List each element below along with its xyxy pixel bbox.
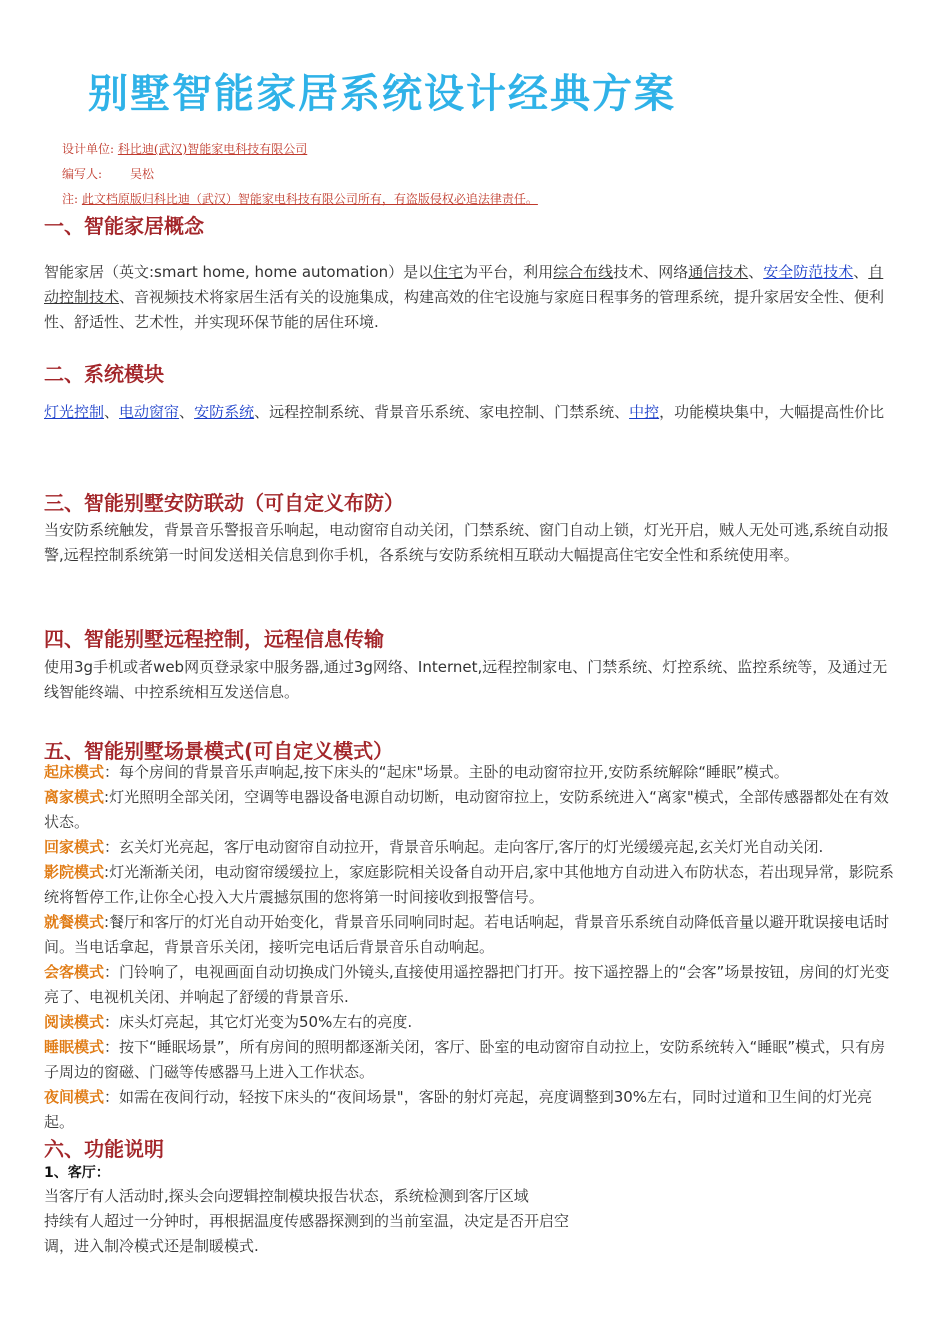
link-central-control[interactable]: 中控: [629, 403, 660, 421]
link-electric-curtain[interactable]: 电动窗帘: [119, 403, 180, 421]
link-automation-tech[interactable]: 自动控制技术: [44, 263, 884, 306]
link-lighting-control[interactable]: 灯光控制: [44, 403, 105, 421]
scene-mode-text: ：如需在夜间行动，轻按下床头的“夜间场景"，客卧的射灯亮起，亮度调整到30%左右，同时过道和卫生间的灯光亮起。: [44, 1088, 873, 1131]
text-span: 、: [853, 263, 869, 281]
section-2-heading: 二、系统模块: [44, 362, 164, 386]
scene-mode-text: :餐厅和客厅的灯光自动开始变化，背景音乐同响同时起。若电话响起，背景音乐系统自动降低音量以避开耽误接电话时间。当电话拿起，背景音乐关闭，接听完电话后背景音乐自动响起。: [44, 913, 890, 956]
section-5-heading: 五、智能别墅场景模式(可自定义模式）: [44, 739, 394, 763]
design-unit-line: [62, 140, 307, 157]
link-communication-tech[interactable]: 通信技术: [688, 263, 749, 281]
design-unit-value: 科比迪(武汉)智能家电科技有限公司: [117, 142, 308, 156]
scene-mode-list: [44, 760, 894, 1135]
author-label: 编写人:: [62, 167, 103, 181]
scene-mode-text: :灯光照明全部关闭，空调等电器设备电源自动切断，电动窗帘拉上，安防系统进入“离家"模式，全部传感器都处在有效状态。: [44, 788, 889, 831]
text-span: 技术、网络: [613, 263, 689, 281]
text-span: 、音视频技术将家居生活有关的设施集成，构建高效的住宅设施与家庭日程事务的管理系统，提升家居安全性、便利性、舒适性、艺术性，并实现环保节能的居住环境.: [44, 288, 885, 331]
scene-mode-name: 离家模式: [44, 788, 105, 806]
text-span: ，功能模块集中，大幅提高性价比: [659, 403, 885, 421]
link-cabling[interactable]: 综合布线: [553, 263, 614, 281]
section-6-paragraph: [44, 1184, 644, 1259]
document-title: 别墅智能家居系统设计经典方案: [88, 71, 676, 117]
note-label: 注:: [62, 192, 79, 206]
scene-mode-item: [44, 835, 894, 860]
scene-mode-name: 睡眠模式: [44, 1038, 105, 1056]
section-3-paragraph: 当安防系统触发，背景音乐警报音乐响起，电动窗帘自动关闭，门禁系统、窗门自动上锁，灯光开启，贼人无处可逃,系统自动报警,远程控制系统第一时间发送相关信息到你手机，各系统与安防系统相互联动大幅提高住宅安全性和系统使用率。: [44, 521, 889, 564]
paragraph-line: 调，进入制冷模式还是制暖模式.: [44, 1237, 259, 1255]
scene-mode-name: 阅读模式: [44, 1013, 105, 1031]
scene-mode-name: 夜间模式: [44, 1088, 105, 1106]
link-residence[interactable]: 住宅: [433, 263, 464, 281]
copyright-note-line: [62, 190, 538, 207]
section-1-paragraph: [44, 260, 894, 335]
design-unit-label: 设计单位:: [62, 142, 115, 156]
subsection-living-room: 1、客厅：: [44, 1165, 110, 1181]
scene-mode-name: 回家模式: [44, 838, 105, 856]
scene-mode-text: :灯光渐渐关闭，电动窗帘缓缓拉上，家庭影院相关设备自动开启,家中其他地方自动进入布防状态，若出现异常，影院系统将暂停工作,让你全心投入大片震撼氛围的您将第一时间接收到报警信号。: [44, 863, 894, 906]
author-line: [62, 165, 154, 182]
link-security-tech[interactable]: 安全防范技术: [763, 263, 854, 281]
scene-mode-item: [44, 910, 894, 960]
scene-mode-item: [44, 760, 894, 785]
scene-mode-name: 起床模式: [44, 763, 105, 781]
section-2-paragraph: [44, 400, 894, 425]
scene-mode-text: ：门铃响了，电视画面自动切换成门外镜头,直接使用遥控器把门打开。按下遥控器上的“会客”场景按钮，房间的灯光变亮了、电视机关闭、并响起了舒缓的背景音乐.: [44, 963, 890, 1006]
text-span: 、: [179, 403, 195, 421]
scene-mode-text: ：每个房间的背景音乐声响起,按下床头的“起床"场景。主卧的电动窗帘拉开,安防系统解除“睡眠”模式。: [104, 763, 789, 781]
author-value: 吴松: [130, 167, 155, 181]
scene-mode-item: [44, 1010, 894, 1035]
scene-mode-text: ：床头灯亮起，其它灯光变为50%左右的亮度.: [104, 1013, 413, 1031]
scene-mode-item: [44, 785, 894, 835]
scene-mode-item: [44, 960, 894, 1010]
section-6-heading: 六、功能说明: [44, 1137, 164, 1161]
scene-mode-name: 会客模式: [44, 963, 105, 981]
scene-mode-name: 影院模式: [44, 863, 105, 881]
note-value: 此文档原版归科比迪（武汉）智能家电科技有限公司所有，有盗版侵权必追法律责任。: [81, 192, 538, 206]
section-4-heading: 四、智能别墅远程控制，远程信息传输: [44, 627, 384, 651]
text-span: 、远程控制系统、背景音乐系统、家电控制、门禁系统、: [254, 403, 630, 421]
scene-mode-item: [44, 1035, 894, 1085]
section-3-heading: 三、智能别墅安防联动（可自定义布防）: [44, 491, 404, 515]
section-4-paragraph: 使用3g手机或者web网页登录家中服务器,通过3g网络、Internet,远程控制家电、门禁系统、灯控系统、监控系统等，及通过无线智能终端、中控系统相互发送信息。: [44, 658, 888, 701]
text-span: 、: [104, 403, 120, 421]
scene-mode-name: 就餐模式: [44, 913, 105, 931]
scene-mode-text: ：按下“睡眠场景”，所有房间的照明都逐渐关闭，客厅、卧室的电动窗帘自动拉上，安防系统转入“睡眠”模式，只有房子周边的窗磁、门磁等传感器马上进入工作状态。: [44, 1038, 886, 1081]
text-span: 、: [748, 263, 764, 281]
link-security-system[interactable]: 安防系统: [194, 403, 255, 421]
section-1-heading: 一、智能家居概念: [44, 214, 204, 238]
scene-mode-text: ：玄关灯光亮起，客厅电动窗帘自动拉开，背景音乐响起。走向客厅,客厅的灯光缓缓亮起,玄关灯光自动关闭.: [104, 838, 824, 856]
text-span: 智能家居（英文:smart home, home automation）是以: [44, 263, 434, 281]
text-span: 为平台，利用: [463, 263, 554, 281]
paragraph-line: 当客厅有人活动时,探头会向逻辑控制模块报告状态，系统检测到客厅区域: [44, 1187, 529, 1205]
paragraph-line: 持续有人超过一分钟时，再根据温度传感器探测到的当前室温，决定是否开启空: [44, 1212, 570, 1230]
scene-mode-item: [44, 860, 894, 910]
scene-mode-item: [44, 1085, 894, 1135]
